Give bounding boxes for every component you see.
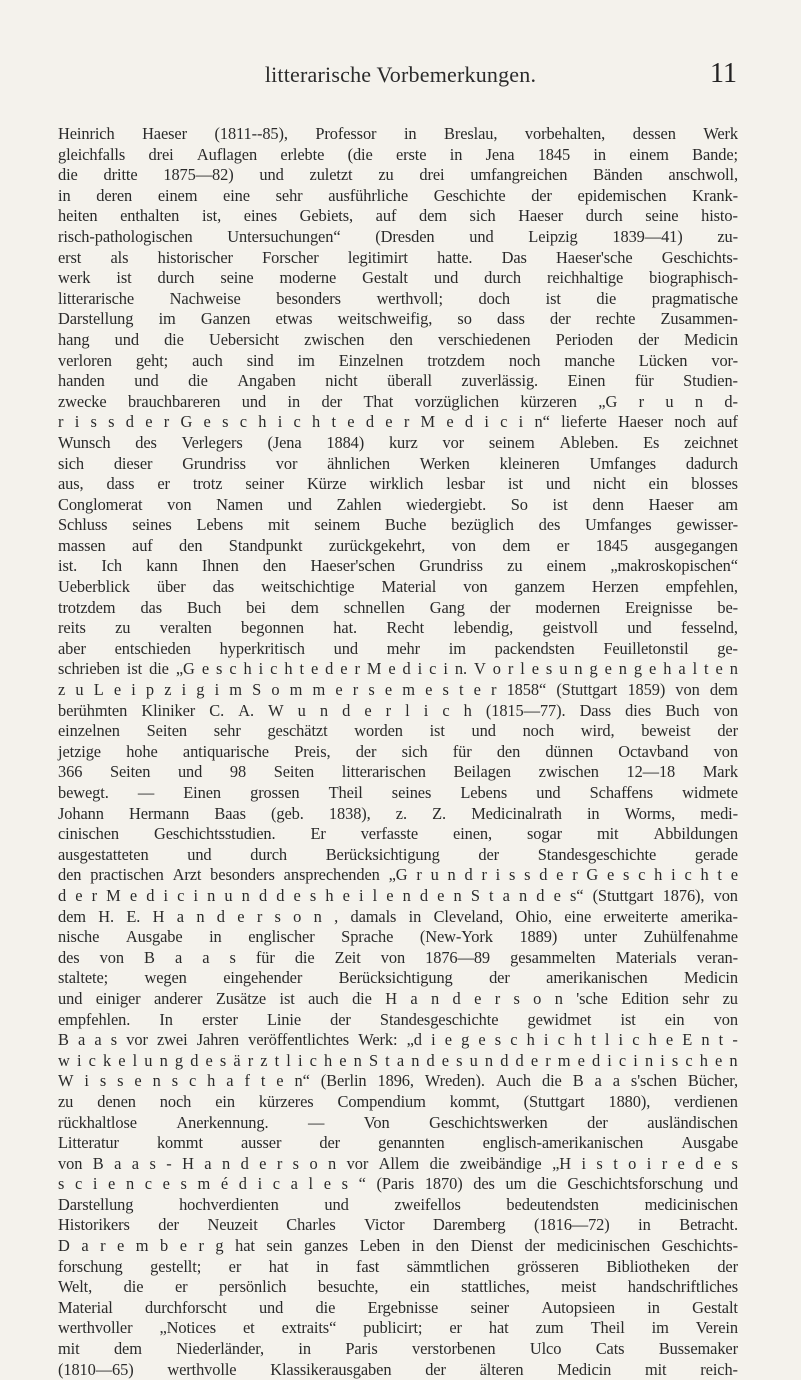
text-line: des von B a a s für die Zeit von 1876—89 gesammelten Materials veran- [58,947,738,967]
page-header [0,60,801,100]
text-line: forschung gestellt; er hat in fast sämmtlichen grösseren Bibliotheken der [58,1256,738,1276]
text-line: d e r M e d i c i n u n d d e s h e i l e n d e n S t a n d e s“ (Stuttgart 1876), von [58,885,738,905]
text-line: handen und die Angaben nicht überall zuverlässig. Einen für Studien- [58,371,738,391]
text-line: jetzige hohe antiquarische Preis, der sich für den dünnen Octavband von [58,741,738,761]
text-line: litterarische Nachweise besonders werthvoll; doch ist die pragmatische [58,288,738,308]
text-line: Conglomerat von Namen und Zahlen wiedergiebt. So ist denn Haeser am [58,494,738,514]
text-line: W i s s e n s c h a f t e n“ (Berlin 1896, Wreden). Auch die B a a s'schen Bücher, [58,1071,738,1091]
body-text [58,124,738,1380]
text-line: B a a s vor zwei Jahren veröffentlichtes Werk: „d i e g e s c h i c h t l i c h e E n t - [58,1030,738,1050]
text-line: die dritte 1875—82) und zuletzt zu drei umfangreichen Bänden anschwoll, [58,165,738,185]
text-line: z u L e i p z i g i m S o m m e r s e m e s t e r 1858“ (Stuttgart 1859) von dem [58,680,738,700]
text-line: werthvoller „Notices et extraits“ publicirt; er hat zum Theil im Verein [58,1318,738,1338]
text-line: aus, dass er trotz seiner Kürze wirklich lesbar ist und nicht ein blosses [58,474,738,494]
text-line: ist. Ich kann Ihnen den Haeser'schen Grundriss zu einem „makroskopischen“ [58,556,738,576]
text-line: von B a a s - H a n d e r s o n vor Allem die zweibändige „H i s t o i r e d e s [58,1153,738,1173]
text-line: berühmten Kliniker C. A. W u n d e r l i c h (1815—77). Dass dies Buch von [58,700,738,720]
text-line: einzelnen Seiten sehr geschätzt worden ist und noch wird, beweist der [58,721,738,741]
text-line: cinischen Geschichtsstudien. Er verfasste einen, sogar mit Abbildungen [58,824,738,844]
running-title: litterarische Vorbemerkungen. [264,62,537,87]
text-line: Darstellung hochverdienten und zweifellos bedeutendsten medicinischen [58,1194,738,1214]
page-number: 11 [710,58,737,89]
text-line: schrieben ist die „G e s c h i c h t e d e r M e d i c i n. V o r l e s u n g e n g e h a l t e n [58,659,738,679]
text-line: empfehlen. In erster Linie der Standesgeschichte gewidmet ist ein von [58,1009,738,1029]
text-line: hang und die Uebersicht zwischen den verschiedenen Perioden der Medicin [58,329,738,349]
text-line: Johann Hermann Baas (geb. 1838), z. Z. Medicinalrath in Worms, medi- [58,803,738,823]
text-line: dem H. E. H a n d e r s o n , damals in Cleveland, Ohio, eine erweiterte amerika- [58,906,738,926]
text-line: w i c k e l u n g d e s ä r z t l i c h e n S t a n d e s u n d d e r m e d i c i n i s c h e n [58,1050,738,1070]
text-line: massen auf den Standpunkt zurückgekehrt, von dem er 1845 ausgegangen [58,535,738,555]
text-line: trotzdem das Buch bei dem schnellen Gang der modernen Ereignisse be- [58,597,738,617]
text-line: ausgestatteten und durch Berücksichtigung der Standesgeschichte gerade [58,844,738,864]
text-line: (1810—65) werthvolle Klassikerausgaben der älteren Medicin mit reich- [58,1359,738,1379]
text-line: zwecke brauchbareren und in der That vorzüglichen kürzeren „G r u n d- [58,391,738,411]
text-line: Darstellung im Ganzen etwas weitschweifig, so dass der rechte Zusammen- [58,309,738,329]
text-line: den practischen Arzt besonders ansprechenden „G r u n d r i s s d e r G e s c h i c h t e [58,865,738,885]
text-line: gleichfalls drei Auflagen erlebte (die erste in Jena 1845 in einem Bande; [58,144,738,164]
text-line: bewegt. — Einen grossen Theil seines Lebens und Schaffens widmete [58,783,738,802]
text-line: Litteratur kommt ausser der genannten englisch-amerikanischen Ausgabe [58,1133,738,1153]
text-line: Ueberblick über das weitschichtige Material von ganzem Herzen empfehlen, [58,577,738,597]
text-line: werk ist durch seine moderne Gestalt und durch reichhaltige biographisch- [58,268,738,288]
text-line: nische Ausgabe in englischer Sprache (New-York 1889) unter Zuhülfenahme [58,927,738,947]
text-line: erst als historischer Forscher legitimirt hatte. Das Haeser'sche Geschichts- [58,247,738,267]
text-line: staltete; wegen eingehender Berücksichtigung der amerikanischen Medicin [58,968,738,988]
text-line: rückhaltlose Anerkennung. — Von Geschichtswerken der ausländischen [58,1112,738,1132]
text-line: Schluss seines Lebens mit seinem Buche bezüglich des Umfanges gewisser- [58,515,738,535]
text-line: Historikers der Neuzeit Charles Victor Daremberg (1816—72) in Betracht. [58,1215,738,1235]
text-line: risch-pathologischen Untersuchungen“ (Dresden und Leipzig 1839—41) zu- [58,226,738,246]
text-line: sich dieser Grundriss vor ähnlichen Werken kleineren Umfanges dadurch [58,453,738,473]
text-line: zu denen noch ein kürzeres Compendium kommt, (Stuttgart 1880), verdienen [58,1091,738,1111]
text-line: Material durchforscht und die Ergebnisse seiner Autopsieen in Gestalt [58,1297,738,1317]
text-line: verloren geht; auch sind im Einzelnen trotzdem noch manche Lücken vor- [58,350,738,370]
text-line: mit dem Niederländer, in Paris verstorbenen Ulco Cats Bussemaker [58,1339,738,1359]
text-line: D a r e m b e r g hat sein ganzes Leben in den Dienst der medicinischen Geschichts- [58,1236,738,1256]
text-line: r i s s d e r G e s c h i c h t e d e r M e d i c i n“ lieferte Haeser noch auf [58,412,738,432]
text-line: Welt, die er persönlich besuchte, ein stattliches, meist handschriftliches [58,1277,738,1297]
text-line: aber entschieden hyperkritisch und mehr im packendsten Feuilletonstil ge- [58,638,738,658]
text-line: 366 Seiten und 98 Seiten litterarischen Beilagen zwischen 12—18 Mark [58,762,738,782]
text-line: s c i e n c e s m é d i c a l e s “ (Paris 1870) des um die Geschichtsforschung und [58,1174,738,1194]
text-line: und einiger anderer Zusätze ist auch die H a n d e r s o n 'sche Edition sehr zu [58,988,738,1008]
text-line: in deren einem eine sehr ausführliche Geschichte der epidemischen Krank- [58,185,738,205]
text-line: Wunsch des Verlegers (Jena 1884) kurz vor seinem Ableben. Es zeichnet [58,432,738,452]
text-line: heiten enthalten ist, eines Gebiets, auf dem sich Haeser durch seine histo- [58,206,738,226]
text-line: reits zu veralten begonnen hat. Recht lebendig, geistvoll und fesselnd, [58,618,738,638]
text-line: Heinrich Haeser (1811--85), Professor in Breslau, vorbehalten, dessen Werk [58,124,738,143]
